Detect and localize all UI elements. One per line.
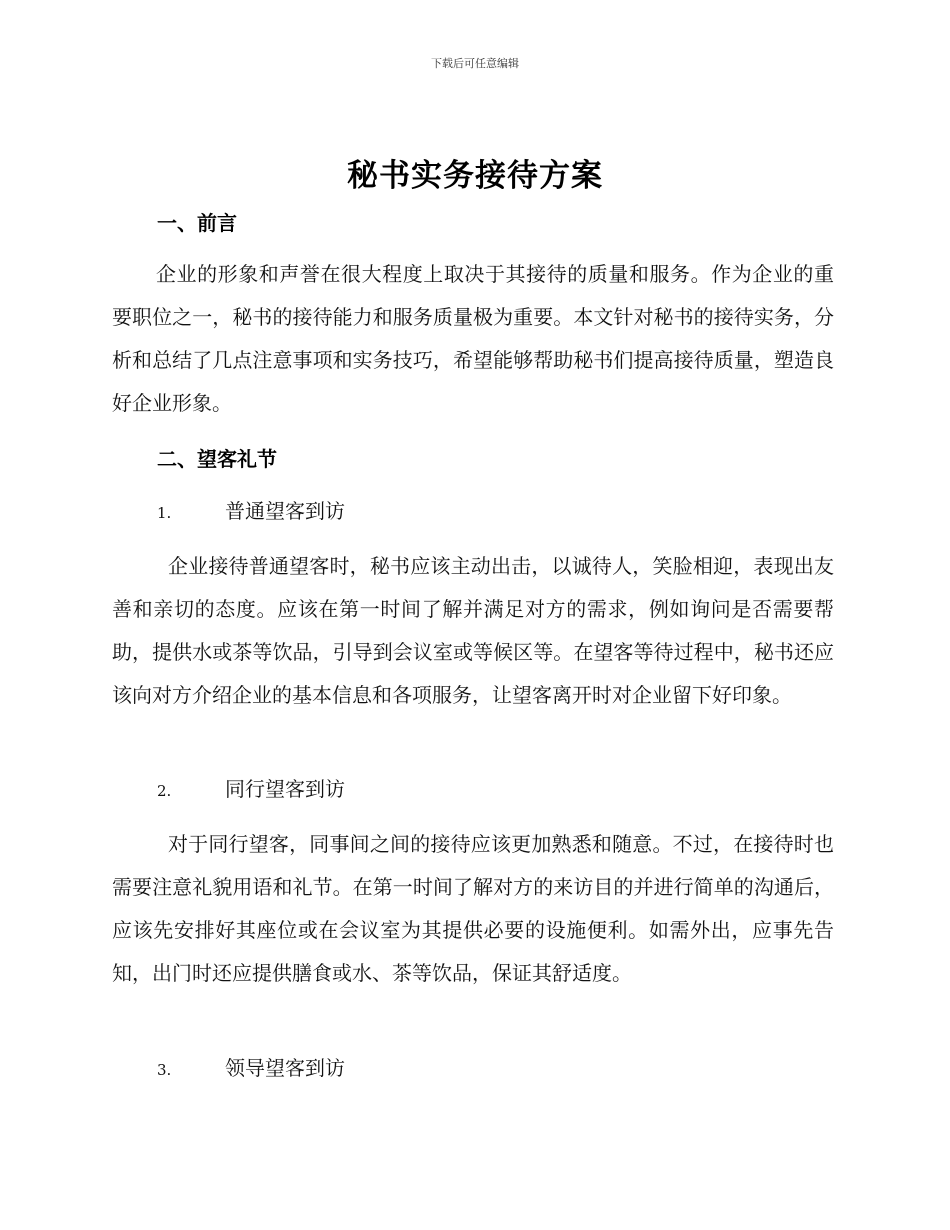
section-heading-preface: 一、前言 (157, 211, 237, 235)
item-2-text: 对于同行望客，同事间之间的接待应该更加熟悉和随意。不过，在接待时也需要注意礼貌用语和礼节。在第一时间了解对方的来访目的并进行简单的沟通后，应该先安排好其座位或在会议室为其提供必要的设施便利。如需外出，应事先告知，出门时还应提供膳食或水、茶等饮品，保证其舒适度。 (112, 832, 834, 985)
list-item-1 (157, 497, 345, 525)
item-1-text: 企业接待普通望客时，秘书应该主动出击，以诚待人，笑脸相迎，表现出友善和亲切的态度。应该在第一时间了解并满足对方的需求，例如询问是否需要帮助，提供水或茶等饮品，引导到会议室或等候区等。在望客等待过程中，秘书还应该向对方介绍企业的基本信息和各项服务，让望客离开时对企业留下好印象。 (112, 554, 834, 707)
item-1-paragraph (112, 545, 834, 717)
list-item-3 (157, 1054, 345, 1082)
item-number: 3. (157, 1061, 172, 1079)
section-heading-etiquette: 二、望客礼节 (157, 447, 277, 471)
item-title: 领导望客到访 (225, 1056, 345, 1080)
item-2-paragraph (112, 823, 834, 995)
intro-paragraph (112, 253, 834, 425)
item-number: 2. (157, 782, 172, 800)
list-item-2 (157, 775, 345, 803)
intro-text: 企业的形象和声誉在很大程度上取决于其接待的质量和服务。作为企业的重要职位之一，秘书的接待能力和服务质量极为重要。本文针对秘书的接待实务，分析和总结了几点注意事项和实务技巧，希望能够帮助秘书们提高接待质量，塑造良好企业形象。 (112, 262, 834, 415)
item-title: 普通望客到访 (225, 499, 345, 523)
item-number: 1. (157, 504, 172, 522)
item-title: 同行望客到访 (225, 777, 345, 801)
page-header-note: 下载后可任意编辑 (431, 57, 519, 70)
document-title: 秘书实务接待方案 (347, 158, 603, 194)
